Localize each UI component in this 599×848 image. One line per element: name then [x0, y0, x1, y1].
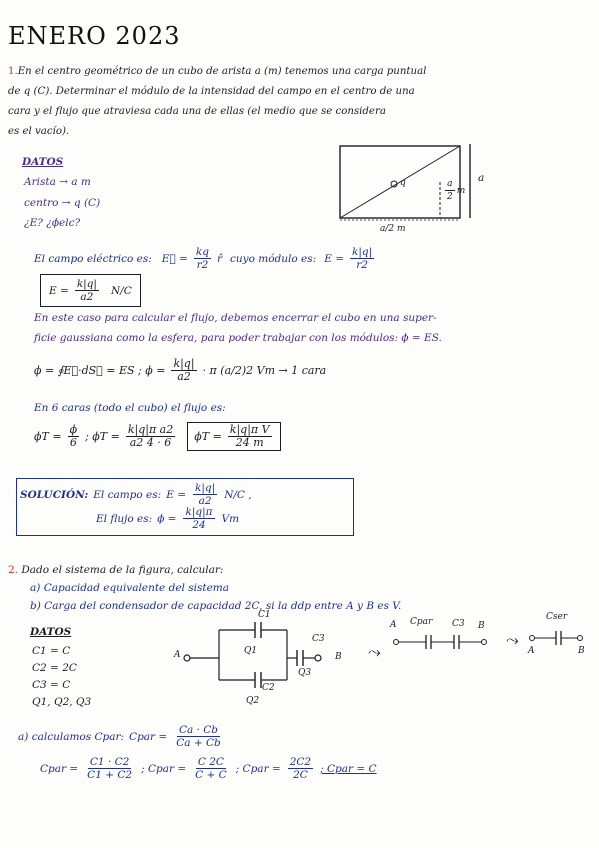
- cpar-result: ; Cpar = C: [320, 762, 377, 775]
- solution-label: SOLUCIÓN:: [20, 488, 89, 501]
- problem-2-number: 2.: [8, 564, 19, 576]
- cpar-formula: a) calculamos Cpar: Cpar = $\frac{Ca \cdot Cb}{Ca + Cb}$: [18, 724, 221, 749]
- boxed-field-result: E = $\frac{k|q|}{a2}$ N/C: [40, 274, 141, 307]
- circuit-c3-label: C3: [312, 634, 325, 644]
- problem-2-item-b: b) Carga del condensador de capacidad 2C, si la ddp entre A y B es V.: [30, 600, 402, 612]
- datos-item: ¿E? ¿ϕelc?: [24, 217, 81, 229]
- problem-2-statement: 2. Dado el sistema de la figura, calcular:: [8, 564, 224, 576]
- simplified2-b-label: B: [578, 646, 585, 656]
- datos-item: centro → q (C): [24, 197, 101, 209]
- simplified-cpar-label: Cpar: [410, 617, 433, 627]
- datos-2-item: C3 = C: [32, 679, 71, 691]
- flux-equation: ϕ = ∮E⃗·dS⃗ = ES ; ϕ = $\frac{k|q|}{a2}$ · π (a/2)2 Vm → 1 cara: [34, 357, 327, 383]
- datos-2-item: C2 = 2C: [32, 662, 77, 674]
- cube-bottom-label: a/2 m: [380, 224, 406, 234]
- cube-figure: [330, 140, 490, 235]
- datos-2-item: Q1, Q2, Q3: [32, 696, 92, 708]
- circuit-q3-label: Q3: [298, 668, 312, 678]
- cpar-calculation: Cpar = $\frac{C1 \cdot C2}{C1 + C2}$ ; Cpar = $\frac{C 2C}{C + C}$ ; Cpar = $\frac{2C2}{2C}$ ; Cpar = C: [40, 756, 377, 781]
- problem-1-number: 1.: [8, 66, 18, 77]
- circuit-diagram: [175, 612, 335, 702]
- simplified-c3-label: C3: [452, 619, 465, 629]
- problem-1-line-1: 1.En el centro geométrico de un cubo de arista a (m) tenemos una carga puntual: [8, 66, 427, 77]
- circuit-simplified-1: [390, 628, 500, 658]
- cube-charge-label: q: [400, 178, 406, 188]
- solution-flux-line: El flujo es: ϕ = $\frac{k|q|\pi}{24}$ Vm: [96, 506, 240, 531]
- circuit-simplified-2: [526, 624, 596, 654]
- cube-half-label: $\frac{a}{2}$ m: [447, 179, 466, 202]
- circuit-a-label: A: [174, 650, 181, 660]
- problem-1-line-3: cara y el flujo que atraviesa cada una de ellas (el medio que se considera: [8, 106, 386, 117]
- problem-2-item-a: a) Capacidad equivalente del sistema: [30, 582, 230, 594]
- circuit-q1-label: Q1: [244, 646, 258, 656]
- simplified2-a-label: A: [528, 646, 535, 656]
- flux-text-line-1: En este caso para calcular el flujo, debemos encerrar el cubo en una super-: [34, 312, 437, 324]
- field-expression: El campo eléctrico es: E⃗ = $\frac{kq}{r2}$ r̂ cuyo módulo es: E = $\frac{k|q|}{r2}$: [34, 246, 373, 271]
- circuit-c2-label: C2: [262, 683, 275, 693]
- cube-side-label: a: [478, 172, 485, 184]
- datos-item: Arista → a m: [24, 176, 91, 188]
- circuit-q2-label: Q2: [246, 696, 260, 706]
- solution-field-line: SOLUCIÓN: El campo es: E = $\frac{k|q|}{a2}$ N/C ,: [20, 482, 252, 507]
- transform-arrow-icon: ⤳: [506, 630, 519, 649]
- circuit-c1-label: C1: [258, 610, 271, 620]
- datos-2-heading: DATOS: [30, 626, 72, 638]
- simplified-cser-label: Cser: [546, 612, 568, 622]
- datos-heading: DATOS: [22, 156, 64, 168]
- boxed-total-flux: ϕT = $\frac{\text{k|q|π V}}{24 m}$: [187, 422, 280, 451]
- flux-text-line-2: ficie gaussiana como la esfera, para poder trabajar con los módulos: ϕ = ES.: [34, 332, 442, 344]
- six-faces-text: En 6 caras (todo el cubo) el flujo es:: [34, 402, 226, 414]
- simplified-b-label: B: [478, 621, 485, 631]
- transform-arrow-icon: ⤳: [368, 642, 381, 661]
- total-flux-equation: ϕT = $\frac{\phi}{6}$ ; ϕT = $\frac{\text{k|q|π a2}}{a2 4 \cdot 6}$ ϕT = $\frac{\text{k|q|π V}}{24 m}$: [34, 422, 281, 451]
- simplified-a-label: A: [390, 620, 397, 630]
- problem-1-line-4: es el vacío).: [8, 126, 70, 137]
- datos-2-item: C1 = C: [32, 645, 71, 657]
- problem-1-line-2: de q (C). Determinar el módulo de la intensidad del campo en el centro de una: [8, 86, 415, 97]
- page-title: ENERO 2023: [8, 22, 181, 50]
- circuit-b-label: B: [335, 652, 342, 662]
